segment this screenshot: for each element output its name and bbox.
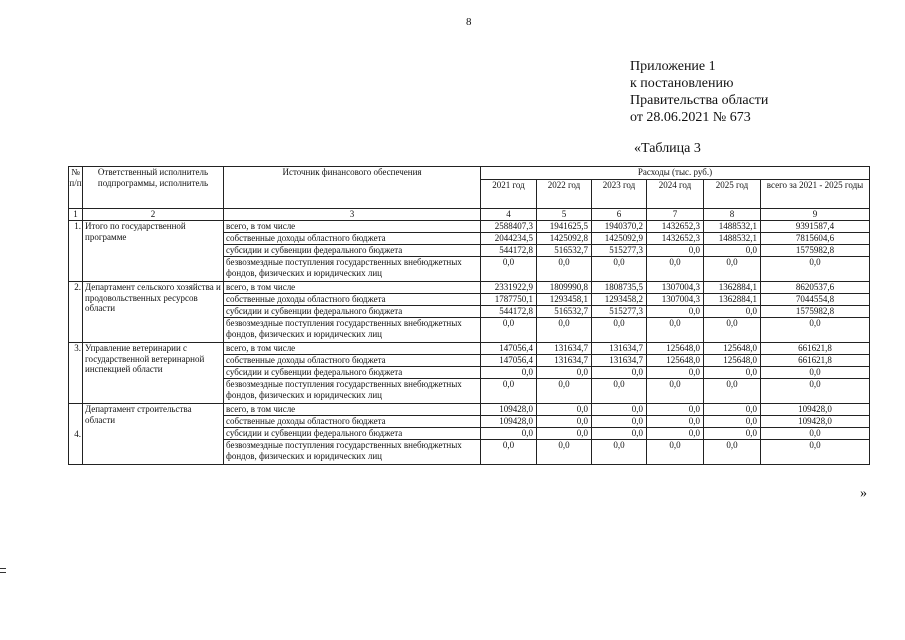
index-cell: 4: [481, 209, 537, 221]
source-cell: безвозмездные поступления государственных внебюджетных фондов, физических и юридических лиц: [224, 379, 481, 404]
value-cell: 0,0: [761, 367, 870, 379]
value-cell: 0,0: [647, 245, 704, 257]
value-cell: 7815604,6: [761, 233, 870, 245]
header-year-2021: 2021 год: [481, 180, 537, 209]
value-cell: 1787750,1: [481, 294, 537, 306]
value-cell: 125648,0: [704, 343, 761, 355]
value-cell: 0,0: [761, 440, 870, 465]
value-cell: 1809990,8: [537, 282, 592, 294]
value-cell: 131634,7: [537, 355, 592, 367]
value-cell: 131634,7: [592, 355, 647, 367]
value-cell: 0,0: [537, 428, 592, 440]
executor-cell: Департамент сельского хозяйства и продовольственных ресурсов области: [83, 282, 224, 343]
value-cell: 661621,8: [761, 343, 870, 355]
value-cell: 131634,7: [537, 343, 592, 355]
source-cell: безвозмездные поступления государственных внебюджетных фондов, физических и юридических лиц: [224, 440, 481, 465]
value-cell: 0,0: [537, 367, 592, 379]
value-cell: 1488532,1: [704, 233, 761, 245]
value-cell: 1432652,3: [647, 221, 704, 233]
page-number: 8: [466, 16, 472, 28]
value-cell: 0,0: [704, 306, 761, 318]
value-cell: 125648,0: [647, 355, 704, 367]
header-total: всего за 2021 - 2025 годы: [761, 180, 870, 209]
financing-table: [68, 166, 870, 465]
source-cell: субсидии и субвенции федерального бюджета: [224, 245, 481, 257]
table-body: [69, 221, 870, 465]
appendix-line-1: Приложение 1: [630, 59, 716, 74]
index-cell: 1: [69, 209, 83, 221]
value-cell: 0,0: [537, 404, 592, 416]
value-cell: 0,0: [592, 318, 647, 343]
executor-cell: Управление ветеринарии с государственной ветеринарной инспекцией области: [83, 343, 224, 404]
value-cell: 516532,7: [537, 306, 592, 318]
value-cell: 0,0: [761, 257, 870, 282]
value-cell: 0,0: [647, 257, 704, 282]
value-cell: 0,0: [704, 245, 761, 257]
source-cell: всего, в том числе: [224, 282, 481, 294]
value-cell: 0,0: [647, 428, 704, 440]
margin-mark: [0, 572, 6, 573]
value-cell: 109428,0: [761, 416, 870, 428]
value-cell: 1432652,3: [647, 233, 704, 245]
value-cell: 125648,0: [647, 343, 704, 355]
value-cell: 0,0: [704, 257, 761, 282]
table-row: [69, 404, 870, 416]
value-cell: 0,0: [537, 318, 592, 343]
value-cell: 515277,3: [592, 306, 647, 318]
value-cell: 1362884,1: [704, 282, 761, 294]
source-cell: собственные доходы областного бюджета: [224, 294, 481, 306]
value-cell: 0,0: [647, 367, 704, 379]
appendix-line-3: Правительства области: [630, 93, 769, 108]
value-cell: 0,0: [704, 379, 761, 404]
index-cell: 9: [761, 209, 870, 221]
value-cell: 109428,0: [481, 404, 537, 416]
margin-mark: [0, 568, 6, 569]
table-row: [69, 221, 870, 233]
index-cell: 6: [592, 209, 647, 221]
value-cell: 544172,8: [481, 306, 537, 318]
value-cell: 0,0: [704, 318, 761, 343]
table-caption: «Таблица 3: [634, 141, 701, 156]
header-source: Источник финансового обеспечения: [224, 167, 481, 209]
value-cell: 0,0: [592, 440, 647, 465]
header-year-2023: 2023 год: [592, 180, 647, 209]
value-cell: 2588407,3: [481, 221, 537, 233]
value-cell: 1425092,8: [537, 233, 592, 245]
value-cell: 661621,8: [761, 355, 870, 367]
value-cell: 1307004,3: [647, 282, 704, 294]
value-cell: 0,0: [647, 379, 704, 404]
source-cell: собственные доходы областного бюджета: [224, 233, 481, 245]
source-cell: субсидии и субвенции федерального бюджета: [224, 428, 481, 440]
value-cell: 0,0: [481, 318, 537, 343]
value-cell: 1307004,3: [647, 294, 704, 306]
source-cell: всего, в том числе: [224, 404, 481, 416]
header-expenses: Расходы (тыс. руб.): [481, 167, 870, 180]
value-cell: 1575982,8: [761, 306, 870, 318]
value-cell: 1575982,8: [761, 245, 870, 257]
value-cell: 544172,8: [481, 245, 537, 257]
value-cell: 0,0: [592, 379, 647, 404]
value-cell: 0,0: [647, 416, 704, 428]
executor-cell: Департамент строительства области: [83, 404, 224, 465]
value-cell: 0,0: [481, 440, 537, 465]
header-year-2025: 2025 год: [704, 180, 761, 209]
value-cell: 0,0: [481, 379, 537, 404]
value-cell: 0,0: [761, 318, 870, 343]
closing-quote: »: [860, 486, 867, 501]
value-cell: 0,0: [592, 428, 647, 440]
value-cell: 109428,0: [481, 416, 537, 428]
value-cell: 516532,7: [537, 245, 592, 257]
value-cell: 7044554,8: [761, 294, 870, 306]
source-cell: собственные доходы областного бюджета: [224, 355, 481, 367]
value-cell: 0,0: [647, 306, 704, 318]
value-cell: 0,0: [537, 379, 592, 404]
header-year-2022: 2022 год: [537, 180, 592, 209]
value-cell: 0,0: [592, 404, 647, 416]
value-cell: 2044234,5: [481, 233, 537, 245]
executor-cell: Итого по государственной программе: [83, 221, 224, 282]
row-number: 3.: [69, 343, 83, 404]
value-cell: 1362884,1: [704, 294, 761, 306]
value-cell: 0,0: [704, 416, 761, 428]
value-cell: 1488532,1: [704, 221, 761, 233]
index-cell: 5: [537, 209, 592, 221]
appendix-line-2: к постановлению: [630, 76, 734, 91]
value-cell: 0,0: [592, 416, 647, 428]
value-cell: 0,0: [592, 257, 647, 282]
source-cell: всего, в том числе: [224, 343, 481, 355]
value-cell: 0,0: [537, 257, 592, 282]
value-cell: 8620537,6: [761, 282, 870, 294]
value-cell: 0,0: [537, 416, 592, 428]
value-cell: 1293458,2: [592, 294, 647, 306]
header-executor: Ответственный исполнитель подпрограммы, исполнитель: [83, 167, 224, 209]
value-cell: 0,0: [647, 440, 704, 465]
value-cell: 0,0: [537, 440, 592, 465]
source-cell: субсидии и субвенции федерального бюджета: [224, 306, 481, 318]
value-cell: 1941625,5: [537, 221, 592, 233]
value-cell: 0,0: [647, 404, 704, 416]
value-cell: 9391587,4: [761, 221, 870, 233]
value-cell: 147056,4: [481, 343, 537, 355]
value-cell: 2331922,9: [481, 282, 537, 294]
value-cell: 0,0: [761, 428, 870, 440]
value-cell: 1425092,9: [592, 233, 647, 245]
index-cell: 2: [83, 209, 224, 221]
table-row: [69, 282, 870, 294]
value-cell: 125648,0: [704, 355, 761, 367]
appendix-line-4: от 28.06.2021 № 673: [630, 110, 751, 125]
value-cell: 109428,0: [761, 404, 870, 416]
value-cell: 1940370,2: [592, 221, 647, 233]
index-cell: 7: [647, 209, 704, 221]
source-cell: всего, в том числе: [224, 221, 481, 233]
value-cell: 0,0: [704, 428, 761, 440]
value-cell: 0,0: [481, 257, 537, 282]
value-cell: 0,0: [704, 367, 761, 379]
value-cell: 0,0: [704, 440, 761, 465]
header-num: № п/п: [69, 167, 83, 209]
source-cell: безвозмездные поступления государственных внебюджетных фондов, физических и юридических лиц: [224, 257, 481, 282]
value-cell: 1808735,5: [592, 282, 647, 294]
value-cell: 0,0: [481, 367, 537, 379]
value-cell: 0,0: [592, 367, 647, 379]
row-number: 2.: [69, 282, 83, 343]
value-cell: 1293458,1: [537, 294, 592, 306]
value-cell: 0,0: [647, 318, 704, 343]
value-cell: 0,0: [704, 404, 761, 416]
row-number: 4.: [69, 404, 83, 465]
value-cell: 0,0: [761, 379, 870, 404]
table-row: [69, 343, 870, 355]
header-year-2024: 2024 год: [647, 180, 704, 209]
value-cell: 131634,7: [592, 343, 647, 355]
value-cell: 147056,4: [481, 355, 537, 367]
row-number: 1.: [69, 221, 83, 282]
source-cell: субсидии и субвенции федерального бюджета: [224, 367, 481, 379]
value-cell: 515277,3: [592, 245, 647, 257]
index-cell: 3: [224, 209, 481, 221]
index-cell: 8: [704, 209, 761, 221]
value-cell: 0,0: [481, 428, 537, 440]
source-cell: собственные доходы областного бюджета: [224, 416, 481, 428]
source-cell: безвозмездные поступления государственных внебюджетных фондов, физических и юридических лиц: [224, 318, 481, 343]
appendix-header: [630, 58, 768, 126]
